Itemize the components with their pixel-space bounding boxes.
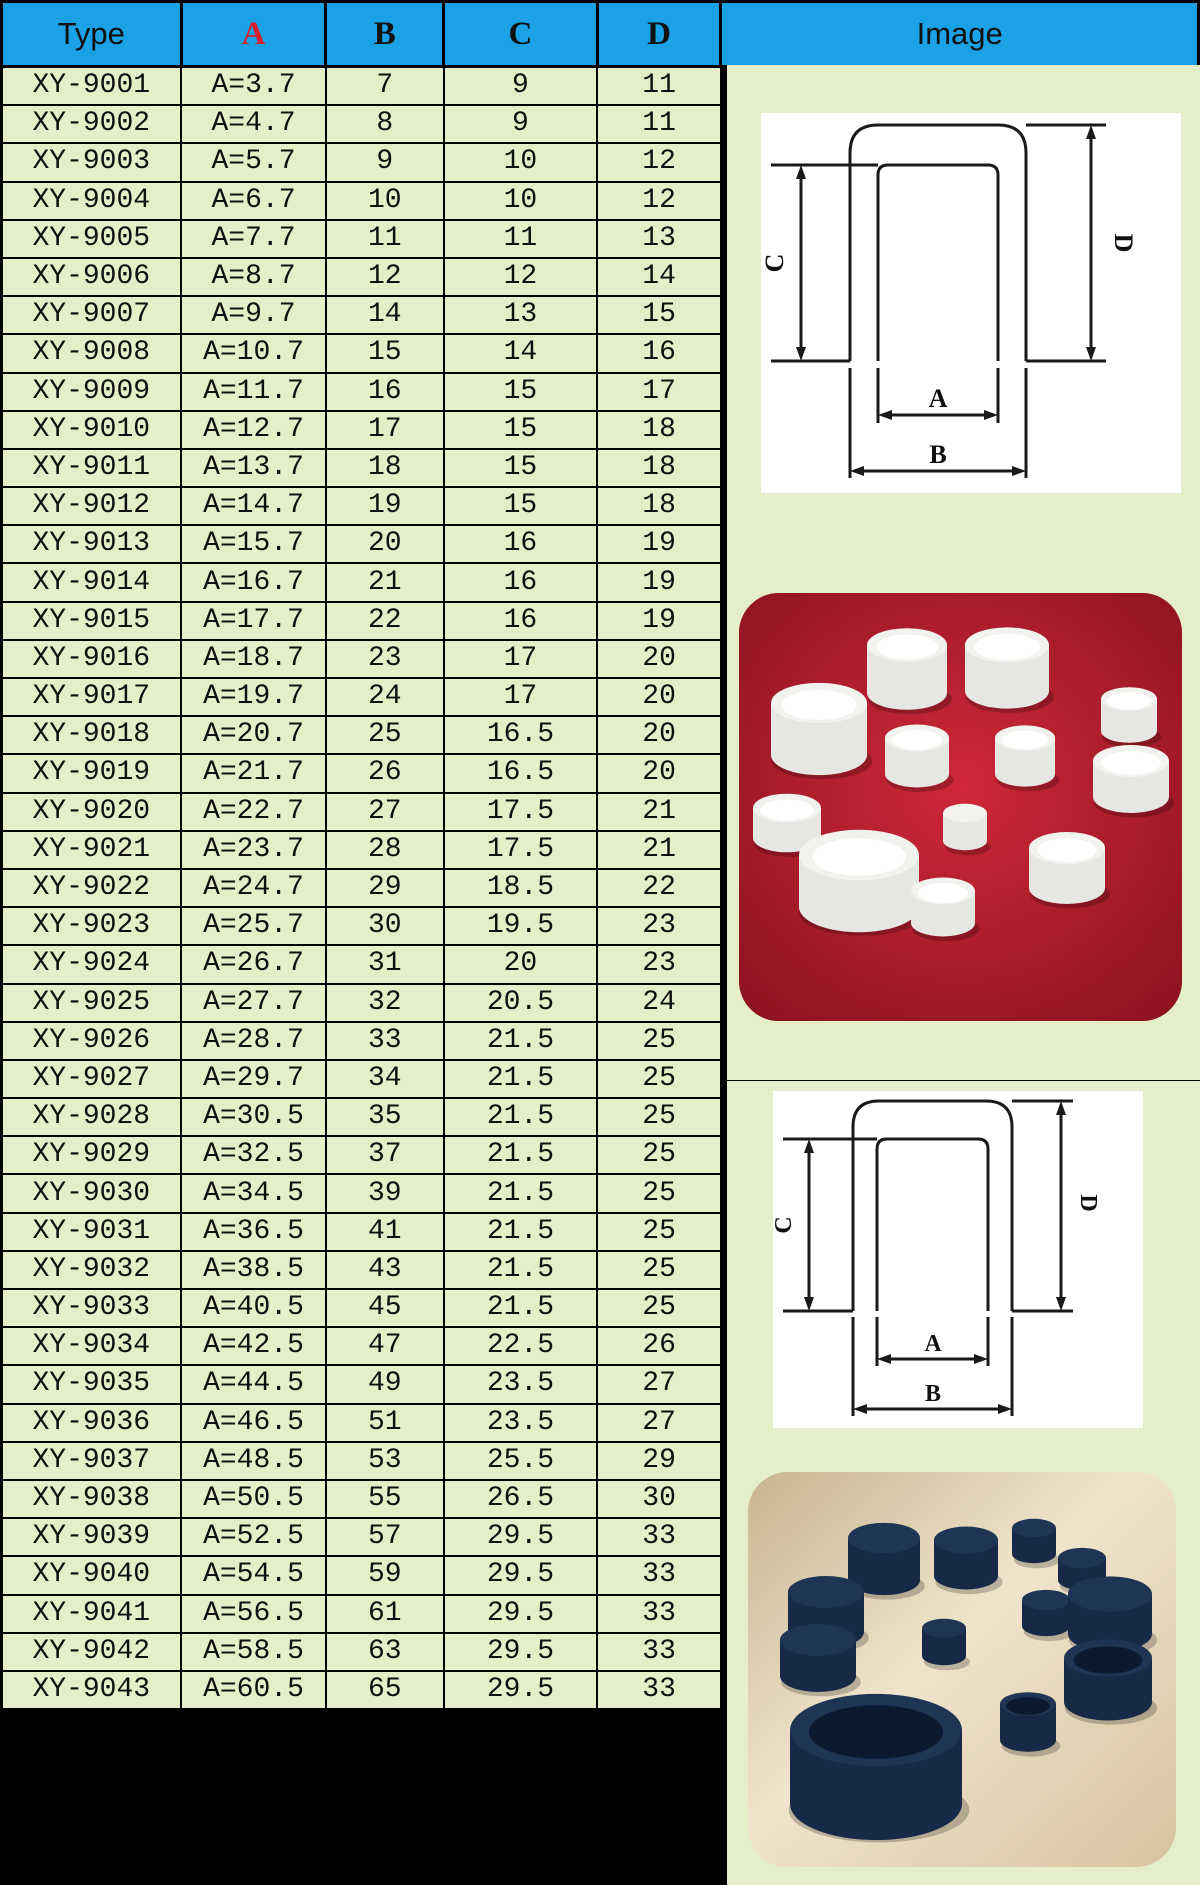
cell-type: XY-9042	[2, 1633, 182, 1671]
cell-b: 27	[326, 793, 444, 831]
cell-d: 25	[597, 1174, 721, 1212]
cell-c: 29.5	[444, 1518, 598, 1556]
cell-type: XY-9039	[2, 1518, 182, 1556]
cell-b: 34	[326, 1060, 444, 1098]
cell-a: A=8.7	[181, 258, 326, 296]
cell-type: XY-9018	[2, 716, 182, 754]
dim-label-a-1: A	[928, 384, 948, 413]
cell-b: 25	[326, 716, 444, 754]
cell-type: XY-9017	[2, 678, 182, 716]
cell-c: 17.5	[444, 793, 598, 831]
cell-a: A=3.7	[181, 67, 326, 106]
cell-b: 15	[326, 334, 444, 372]
dim-label-c-2: C	[773, 1216, 797, 1234]
cell-type: XY-9026	[2, 1022, 182, 1060]
cell-c: 21.5	[444, 1060, 598, 1098]
cell-d: 20	[597, 716, 721, 754]
cell-c: 29.5	[444, 1633, 598, 1671]
cell-type: XY-9019	[2, 754, 182, 792]
cell-b: 65	[326, 1671, 444, 1709]
cell-c: 29.5	[444, 1671, 598, 1709]
cell-c: 22.5	[444, 1327, 598, 1365]
dim-label-a-2: A	[924, 1331, 942, 1357]
cell-b: 8	[326, 105, 444, 143]
cell-c: 23.5	[444, 1404, 598, 1442]
white-cap-7	[1093, 745, 1174, 817]
cell-c: 17.5	[444, 831, 598, 869]
cell-a: A=15.7	[181, 525, 326, 563]
dim-label-b-1: B	[929, 440, 947, 469]
white-cap-10	[799, 830, 925, 936]
cell-type: XY-9029	[2, 1136, 182, 1174]
dim-label-d-2: D	[1075, 1194, 1101, 1212]
blue-cap-3	[1012, 1519, 1060, 1569]
cell-type: XY-9033	[2, 1289, 182, 1327]
blue-cap-6	[1022, 1590, 1074, 1641]
cell-b: 28	[326, 831, 444, 869]
header-row	[2, 2, 1199, 67]
cell-c: 29.5	[444, 1556, 598, 1594]
cell-a: A=24.7	[181, 869, 326, 907]
cell-d: 27	[597, 1404, 721, 1442]
cell-c: 16	[444, 563, 598, 601]
cell-d: 25	[597, 1289, 721, 1327]
cell-c: 18.5	[444, 869, 598, 907]
blue-cap-9	[922, 1619, 970, 1671]
cell-type: XY-9024	[2, 945, 182, 983]
cell-a: A=18.7	[181, 640, 326, 678]
cell-d: 26	[597, 1327, 721, 1365]
cell-a: A=54.5	[181, 1556, 326, 1594]
header-d: D	[597, 2, 721, 67]
white-cap-9	[943, 804, 991, 856]
cell-d: 19	[597, 563, 721, 601]
white-cap-12	[1029, 832, 1110, 908]
cell-c: 21.5	[444, 1251, 598, 1289]
cell-type: XY-9034	[2, 1327, 182, 1365]
cell-a: A=10.7	[181, 334, 326, 372]
cell-type: XY-9003	[2, 143, 182, 181]
cell-d: 27	[597, 1365, 721, 1403]
cell-type: XY-9041	[2, 1595, 182, 1633]
cell-a: A=7.7	[181, 220, 326, 258]
cell-a: A=6.7	[181, 182, 326, 220]
cell-c: 21.5	[444, 1289, 598, 1327]
cell-a: A=38.5	[181, 1251, 326, 1289]
cell-c: 15	[444, 449, 598, 487]
cell-type: XY-9020	[2, 793, 182, 831]
cell-type: XY-9004	[2, 182, 182, 220]
cell-c: 25.5	[444, 1442, 598, 1480]
cell-b: 19	[326, 487, 444, 525]
image-panel-bottom	[727, 1081, 1200, 1885]
cell-b: 61	[326, 1595, 444, 1633]
cell-b: 63	[326, 1633, 444, 1671]
cell-b: 49	[326, 1365, 444, 1403]
cell-b: 31	[326, 945, 444, 983]
cell-b: 37	[326, 1136, 444, 1174]
cell-d: 18	[597, 449, 721, 487]
cell-c: 13	[444, 296, 598, 334]
cell-b: 14	[326, 296, 444, 334]
dimension-diagram-svg-1	[761, 113, 1181, 493]
blue-caps-svg	[748, 1472, 1176, 1867]
cell-c: 16	[444, 525, 598, 563]
cell-a: A=21.7	[181, 754, 326, 792]
cell-d: 20	[597, 640, 721, 678]
cell-a: A=36.5	[181, 1213, 326, 1251]
cell-type: XY-9025	[2, 984, 182, 1022]
cell-type: XY-9011	[2, 449, 182, 487]
cell-a: A=9.7	[181, 296, 326, 334]
white-cap-2	[867, 628, 952, 714]
cell-b: 11	[326, 220, 444, 258]
cell-type: XY-9005	[2, 220, 182, 258]
cell-b: 26	[326, 754, 444, 792]
cell-type: XY-9035	[2, 1365, 182, 1403]
blue-cap-11	[1000, 1692, 1060, 1756]
cell-a: A=58.5	[181, 1633, 326, 1671]
cell-c: 20.5	[444, 984, 598, 1022]
cell-type: XY-9021	[2, 831, 182, 869]
cell-c: 10	[444, 143, 598, 181]
cell-b: 33	[326, 1022, 444, 1060]
cell-a: A=16.7	[181, 563, 326, 601]
cell-a: A=19.7	[181, 678, 326, 716]
dimension-diagram-1	[761, 113, 1181, 493]
cell-c: 26.5	[444, 1480, 598, 1518]
cell-b: 9	[326, 143, 444, 181]
cell-d: 30	[597, 1480, 721, 1518]
cell-d: 20	[597, 678, 721, 716]
cell-type: XY-9010	[2, 411, 182, 449]
white-cap-3	[965, 627, 1054, 713]
cell-a: A=26.7	[181, 945, 326, 983]
cell-c: 15	[444, 411, 598, 449]
white-cap-5	[885, 725, 954, 793]
cell-b: 18	[326, 449, 444, 487]
cell-type: XY-9015	[2, 602, 182, 640]
cell-d: 25	[597, 1213, 721, 1251]
cell-a: A=13.7	[181, 449, 326, 487]
cell-d: 16	[597, 334, 721, 372]
cell-b: 16	[326, 373, 444, 411]
cell-b: 59	[326, 1556, 444, 1594]
cell-c: 19.5	[444, 907, 598, 945]
cell-c: 10	[444, 182, 598, 220]
cell-d: 11	[597, 105, 721, 143]
cell-c: 21.5	[444, 1098, 598, 1136]
cell-c: 23.5	[444, 1365, 598, 1403]
cell-a: A=52.5	[181, 1518, 326, 1556]
cell-type: XY-9030	[2, 1174, 182, 1212]
cell-d: 23	[597, 945, 721, 983]
white-caps-svg	[739, 593, 1182, 1021]
cell-a: A=46.5	[181, 1404, 326, 1442]
cell-type: XY-9043	[2, 1671, 182, 1709]
blue-cap-10	[1064, 1640, 1157, 1725]
image-panel-top	[727, 65, 1200, 1080]
cell-c: 20	[444, 945, 598, 983]
white-cap-6	[995, 725, 1060, 791]
cell-type: XY-9027	[2, 1060, 182, 1098]
cell-c: 16.5	[444, 716, 598, 754]
cell-a: A=29.7	[181, 1060, 326, 1098]
cell-d: 29	[597, 1442, 721, 1480]
dimension-diagram-svg-2	[773, 1091, 1143, 1428]
cell-d: 21	[597, 831, 721, 869]
cell-a: A=22.7	[181, 793, 326, 831]
cell-a: A=28.7	[181, 1022, 326, 1060]
cell-a: A=50.5	[181, 1480, 326, 1518]
cell-a: A=42.5	[181, 1327, 326, 1365]
cell-c: 17	[444, 640, 598, 678]
cell-b: 21	[326, 563, 444, 601]
cell-a: A=20.7	[181, 716, 326, 754]
cell-b: 43	[326, 1251, 444, 1289]
cell-a: A=44.5	[181, 1365, 326, 1403]
blue-cap-2	[934, 1527, 1003, 1595]
cell-b: 29	[326, 869, 444, 907]
cell-d: 13	[597, 220, 721, 258]
cell-b: 47	[326, 1327, 444, 1365]
product-photo-blue-caps	[748, 1472, 1176, 1867]
cell-a: A=5.7	[181, 143, 326, 181]
cell-d: 33	[597, 1633, 721, 1671]
cell-type: XY-9013	[2, 525, 182, 563]
cell-b: 7	[326, 67, 444, 106]
cell-d: 25	[597, 1060, 721, 1098]
cell-c: 9	[444, 67, 598, 106]
cell-a: A=32.5	[181, 1136, 326, 1174]
cell-type: XY-9031	[2, 1213, 182, 1251]
cell-a: A=25.7	[181, 907, 326, 945]
dimension-diagram-2	[773, 1091, 1143, 1428]
cell-b: 53	[326, 1442, 444, 1480]
cell-a: A=56.5	[181, 1595, 326, 1633]
cell-b: 23	[326, 640, 444, 678]
cell-b: 51	[326, 1404, 444, 1442]
white-cap-11	[911, 878, 980, 942]
cell-c: 21.5	[444, 1213, 598, 1251]
cell-b: 39	[326, 1174, 444, 1212]
cell-d: 23	[597, 907, 721, 945]
cell-type: XY-9002	[2, 105, 182, 143]
cell-b: 41	[326, 1213, 444, 1251]
cell-a: A=27.7	[181, 984, 326, 1022]
cell-c: 16.5	[444, 754, 598, 792]
cell-c: 14	[444, 334, 598, 372]
cell-type: XY-9016	[2, 640, 182, 678]
cell-d: 25	[597, 1098, 721, 1136]
cell-type: XY-9040	[2, 1556, 182, 1594]
cell-type: XY-9006	[2, 258, 182, 296]
cell-c: 17	[444, 678, 598, 716]
cell-a: A=11.7	[181, 373, 326, 411]
cell-d: 33	[597, 1595, 721, 1633]
cell-b: 12	[326, 258, 444, 296]
header-type: Type	[2, 2, 182, 67]
cell-b: 45	[326, 1289, 444, 1327]
cell-a: A=14.7	[181, 487, 326, 525]
cell-type: XY-9037	[2, 1442, 182, 1480]
dim-label-b-2: B	[924, 1381, 942, 1407]
cell-c: 12	[444, 258, 598, 296]
white-cap-4	[1101, 687, 1161, 747]
cell-type: XY-9001	[2, 67, 182, 106]
cell-d: 33	[597, 1671, 721, 1709]
dim-label-c-1: C	[761, 253, 789, 273]
cell-type: XY-9022	[2, 869, 182, 907]
cell-a: A=60.5	[181, 1671, 326, 1709]
cell-b: 22	[326, 602, 444, 640]
cell-a: A=40.5	[181, 1289, 326, 1327]
cell-b: 24	[326, 678, 444, 716]
product-photo-white-caps	[739, 593, 1182, 1021]
cell-d: 18	[597, 411, 721, 449]
cell-b: 32	[326, 984, 444, 1022]
cell-c: 21.5	[444, 1022, 598, 1060]
header-image: Image	[721, 2, 1199, 67]
blue-cap-8	[780, 1624, 861, 1696]
cell-type: XY-9023	[2, 907, 182, 945]
cell-d: 12	[597, 143, 721, 181]
cell-a: A=23.7	[181, 831, 326, 869]
cell-d: 25	[597, 1022, 721, 1060]
cell-c: 15	[444, 373, 598, 411]
cell-d: 12	[597, 182, 721, 220]
cell-d: 20	[597, 754, 721, 792]
cell-d: 25	[597, 1136, 721, 1174]
header-b: B	[326, 2, 444, 67]
cell-c: 16	[444, 602, 598, 640]
cell-d: 11	[597, 67, 721, 106]
cell-b: 30	[326, 907, 444, 945]
cell-d: 21	[597, 793, 721, 831]
cell-a: A=12.7	[181, 411, 326, 449]
cell-type: XY-9028	[2, 1098, 182, 1136]
cell-b: 20	[326, 525, 444, 563]
cell-type: XY-9014	[2, 563, 182, 601]
cell-c: 9	[444, 105, 598, 143]
cell-d: 14	[597, 258, 721, 296]
cell-a: A=17.7	[181, 602, 326, 640]
cell-b: 35	[326, 1098, 444, 1136]
cell-d: 17	[597, 373, 721, 411]
cell-d: 33	[597, 1518, 721, 1556]
cell-type: XY-9032	[2, 1251, 182, 1289]
cell-type: XY-9008	[2, 334, 182, 372]
cell-c: 15	[444, 487, 598, 525]
cell-d: 18	[597, 487, 721, 525]
cell-b: 10	[326, 182, 444, 220]
cell-c: 21.5	[444, 1174, 598, 1212]
header-a: A	[181, 2, 326, 67]
cell-d: 33	[597, 1556, 721, 1594]
cell-c: 11	[444, 220, 598, 258]
cell-type: XY-9036	[2, 1404, 182, 1442]
cell-d: 15	[597, 296, 721, 334]
white-cap-1	[771, 683, 872, 779]
cell-d: 24	[597, 984, 721, 1022]
header-c: C	[444, 2, 598, 67]
cell-a: A=30.5	[181, 1098, 326, 1136]
cell-b: 57	[326, 1518, 444, 1556]
cell-d: 25	[597, 1251, 721, 1289]
cell-c: 21.5	[444, 1136, 598, 1174]
cell-type: XY-9007	[2, 296, 182, 334]
cell-type: XY-9009	[2, 373, 182, 411]
cell-d: 19	[597, 525, 721, 563]
dim-label-d-1: D	[1109, 233, 1138, 253]
cell-a: A=4.7	[181, 105, 326, 143]
cell-type: XY-9012	[2, 487, 182, 525]
blue-cap-12	[789, 1694, 970, 1843]
cell-b: 17	[326, 411, 444, 449]
cell-c: 29.5	[444, 1595, 598, 1633]
cell-a: A=48.5	[181, 1442, 326, 1480]
cell-d: 22	[597, 869, 721, 907]
cell-d: 19	[597, 602, 721, 640]
cell-a: A=34.5	[181, 1174, 326, 1212]
cell-b: 55	[326, 1480, 444, 1518]
cell-type: XY-9038	[2, 1480, 182, 1518]
